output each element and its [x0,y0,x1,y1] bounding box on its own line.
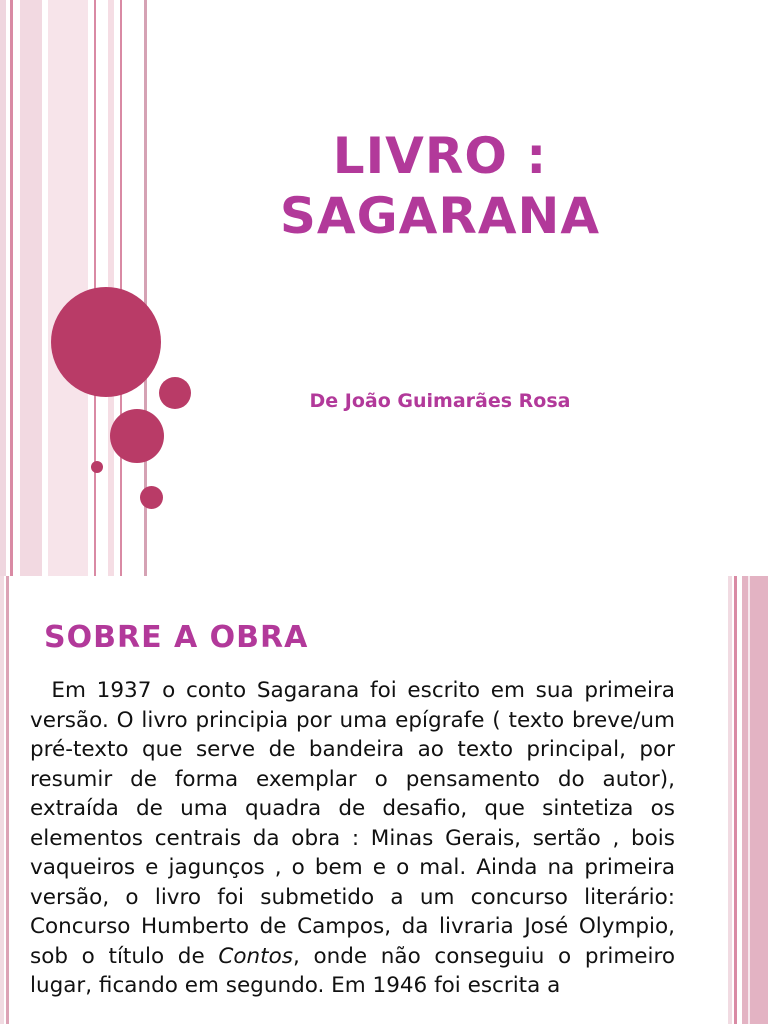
decorative-stripe [20,0,42,576]
paragraph-text: , onde não conseguiu o primeiro lugar, ficando em segundo. Em 1946 foi escrita a [30,943,675,998]
decorative-circle [110,409,164,463]
decorative-stripe [734,576,737,1024]
body-paragraph [30,676,675,1001]
section-heading: SOBRE A OBRA [44,620,309,655]
decorative-stripe [748,576,750,1024]
decorative-stripe [728,576,732,1024]
title-line: SAGARANA [279,187,601,245]
decorative-circle-large [51,287,161,397]
decorative-circle [140,486,163,509]
decorative-circle [91,461,103,473]
slide-subtitle: De João Guimarães Rosa [309,390,571,412]
decorative-stripe [48,0,88,576]
decorative-circle [159,377,191,409]
title-line: LIVRO : [332,127,548,185]
paragraph-text: Em 1937 o conto Sagarana foi escrito em sua primeira versão. O livro principia por uma epígrafe ( texto breve/um pré-texto que serve de bandeira ao texto principal, por resumir de forma exemplar o pensamento do autor), extraída de uma quadra de desafio, que sintetiza os elementos centrais da obra : Minas Gerais, sertão , bois vaqueiros e jagunços , o bem e o mal. Ainda na primeira versão, o livro foi submetido a um concurso literário: Concurso Humberto de Campos, da livraria José Olympio, sob o título de [30,678,675,969]
decorative-stripe [0,0,6,576]
italic-title: Contos [218,943,293,969]
decorative-stripe [0,576,4,1024]
decorative-stripe [10,0,13,576]
decorative-stripe [6,576,9,1024]
decorative-stripe [742,576,768,1024]
slide-title [240,126,640,246]
content-slide [0,576,768,1024]
